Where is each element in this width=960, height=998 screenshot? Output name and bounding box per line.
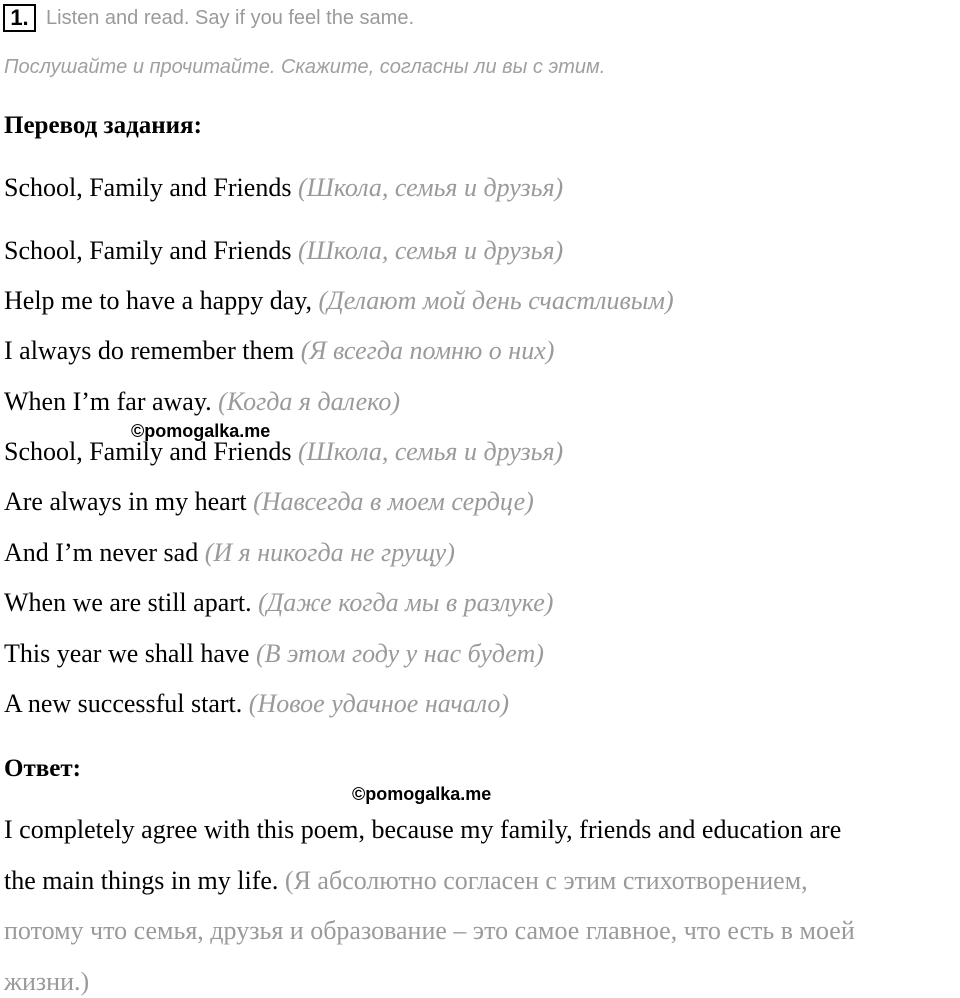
- poem-line-en: School, Family and Friends: [4, 236, 292, 265]
- poem-line-en: When I’m far away.: [4, 387, 212, 416]
- answer-line-ru: (Я абсолютно согласен с этим стихотворением,: [284, 866, 808, 895]
- poem-line-ru: (В этом году у нас будет): [255, 639, 544, 668]
- poem-line-en: Help me to have a happy day,: [4, 286, 313, 315]
- answer-line: жизни.): [4, 967, 90, 996]
- poem-line: [4, 638, 544, 670]
- poem-line-ru: (Навсегда в моем сердце): [253, 487, 534, 516]
- watermark: ©pomogalka.me: [352, 784, 492, 804]
- poem-line: [4, 235, 563, 267]
- poem-line-en: School, Family and Friends: [4, 437, 292, 466]
- poem-line-ru: (Школа, семья и друзья): [297, 236, 564, 265]
- poem-line: [4, 587, 553, 619]
- translation-heading: Перевод задания:: [4, 112, 202, 139]
- poem-line: [4, 537, 455, 569]
- task-instruction-en: Listen and read. Say if you feel the same.: [46, 7, 414, 29]
- watermark: ©pomogalka.me: [131, 421, 271, 441]
- task-instruction-ru: Послушайте и прочитайте. Скажите, согласны ли вы с этим.: [4, 56, 606, 78]
- poem-line-en: This year we shall have: [4, 639, 250, 668]
- poem-line-en: I always do remember them: [4, 336, 295, 365]
- poem-line-ru: (Даже когда мы в разлуке): [258, 588, 554, 617]
- poem-line-en: Are always in my heart: [4, 487, 247, 516]
- poem-title-ru: (Школа, семья и друзья): [297, 173, 564, 202]
- answer-line-en: the main things in my life.: [4, 866, 279, 895]
- poem-line: [4, 436, 563, 468]
- poem-title-en: School, Family and Friends: [4, 173, 292, 202]
- poem-line-en: And I’m never sad: [4, 538, 199, 567]
- poem-line-ru: (Новое удачное начало): [248, 689, 510, 718]
- poem-line: [4, 285, 674, 317]
- answer-line: потому что семья, друзья и образование – это самое главное, что есть в моей: [4, 916, 855, 945]
- poem-line-ru: (И я никогда не грущу): [204, 538, 455, 567]
- answer-line: I completely agree with this poem, because my family, friends and education are: [4, 815, 842, 844]
- poem-line-ru: (Делают мой день счастливым): [318, 286, 674, 315]
- poem-title: [4, 172, 563, 204]
- answer-heading: Ответ:: [4, 755, 81, 782]
- poem-line-ru: (Когда я далеко): [218, 387, 400, 416]
- poem-line: [4, 688, 509, 720]
- poem-line-en: When we are still apart.: [4, 588, 252, 617]
- poem-line: [4, 386, 400, 418]
- poem-line-en: A new successful start.: [4, 689, 243, 718]
- answer-line: [4, 865, 808, 897]
- task-number-box: 1.: [3, 4, 36, 32]
- poem-line-ru: (Я всегда помню о них): [300, 336, 555, 365]
- poem-line: [4, 486, 534, 518]
- poem-line-ru: (Школа, семья и друзья): [297, 437, 564, 466]
- poem-line: [4, 335, 554, 367]
